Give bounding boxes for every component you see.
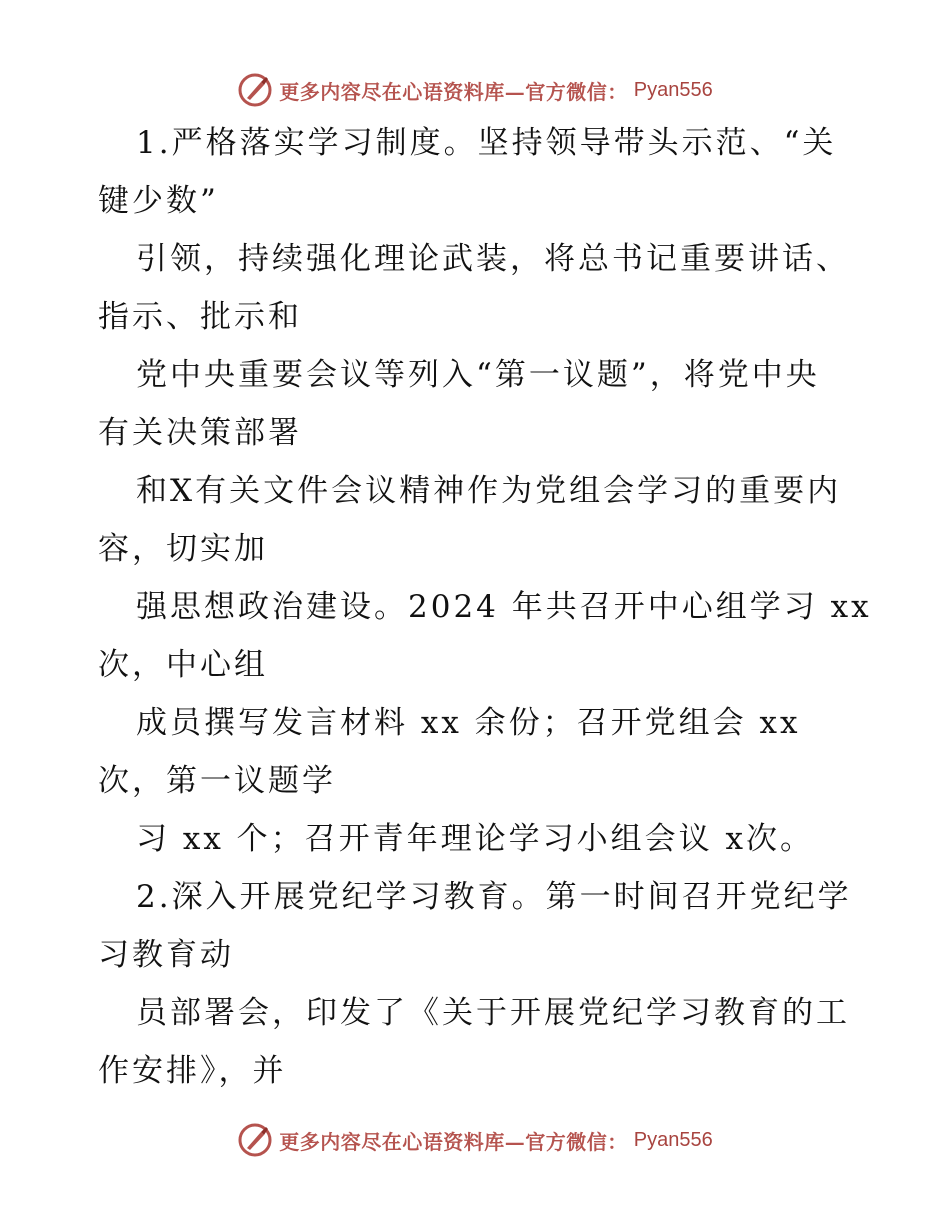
text-line: 强思想政治建设。2024 年共召开中心组学习 xx [136, 589, 872, 625]
watermark-text: 更多内容尽在心语资料库—官方微信： [279, 1129, 628, 1154]
header-watermark [0, 70, 950, 110]
text-line: 1.严格落实学习制度。坚持领导带头示范、“关 [136, 125, 837, 161]
text-line: 有关决策部署 [98, 415, 302, 451]
text-line: 次，中心组 [98, 647, 268, 683]
text-line: 成员撰写发言材料 xx 余份；召开党组会 xx [136, 705, 801, 741]
text-line: 次，第一议题学 [98, 763, 336, 799]
text-line: 党中央重要会议等列入“第一议题”，将党中央 [136, 357, 820, 393]
watermark-text: 更多内容尽在心语资料库—官方微信： [279, 79, 628, 104]
quill-logo-icon [237, 1122, 273, 1158]
watermark-wechat-id: Pyan556 [633, 78, 713, 101]
text-line: 员部署会，印发了《关于开展党纪学习教育的工 [136, 995, 850, 1031]
text-line: 和X有关文件会议精神作为党组会学习的重要内 [136, 473, 842, 509]
watermark-wechat-id: Pyan556 [633, 1128, 713, 1151]
quill-logo-icon [237, 72, 273, 108]
text-line: 2.深入开展党纪学习教育。第一时间召开党纪学 [136, 879, 852, 915]
text-line: 作安排》，并 [98, 1053, 287, 1089]
footer-watermark [0, 1120, 950, 1160]
text-line: 引领，持续强化理论武装，将总书记重要讲话、 [136, 241, 850, 277]
text-line: 容，切实加 [98, 531, 268, 567]
text-line: 习 xx 个；召开青年理论学习小组会议 x次。 [136, 821, 815, 857]
text-line: 习教育动 [98, 937, 234, 973]
text-line: 指示、批示和 [98, 299, 302, 335]
document-body [98, 120, 872, 1106]
text-line: 键少数” [98, 183, 219, 219]
